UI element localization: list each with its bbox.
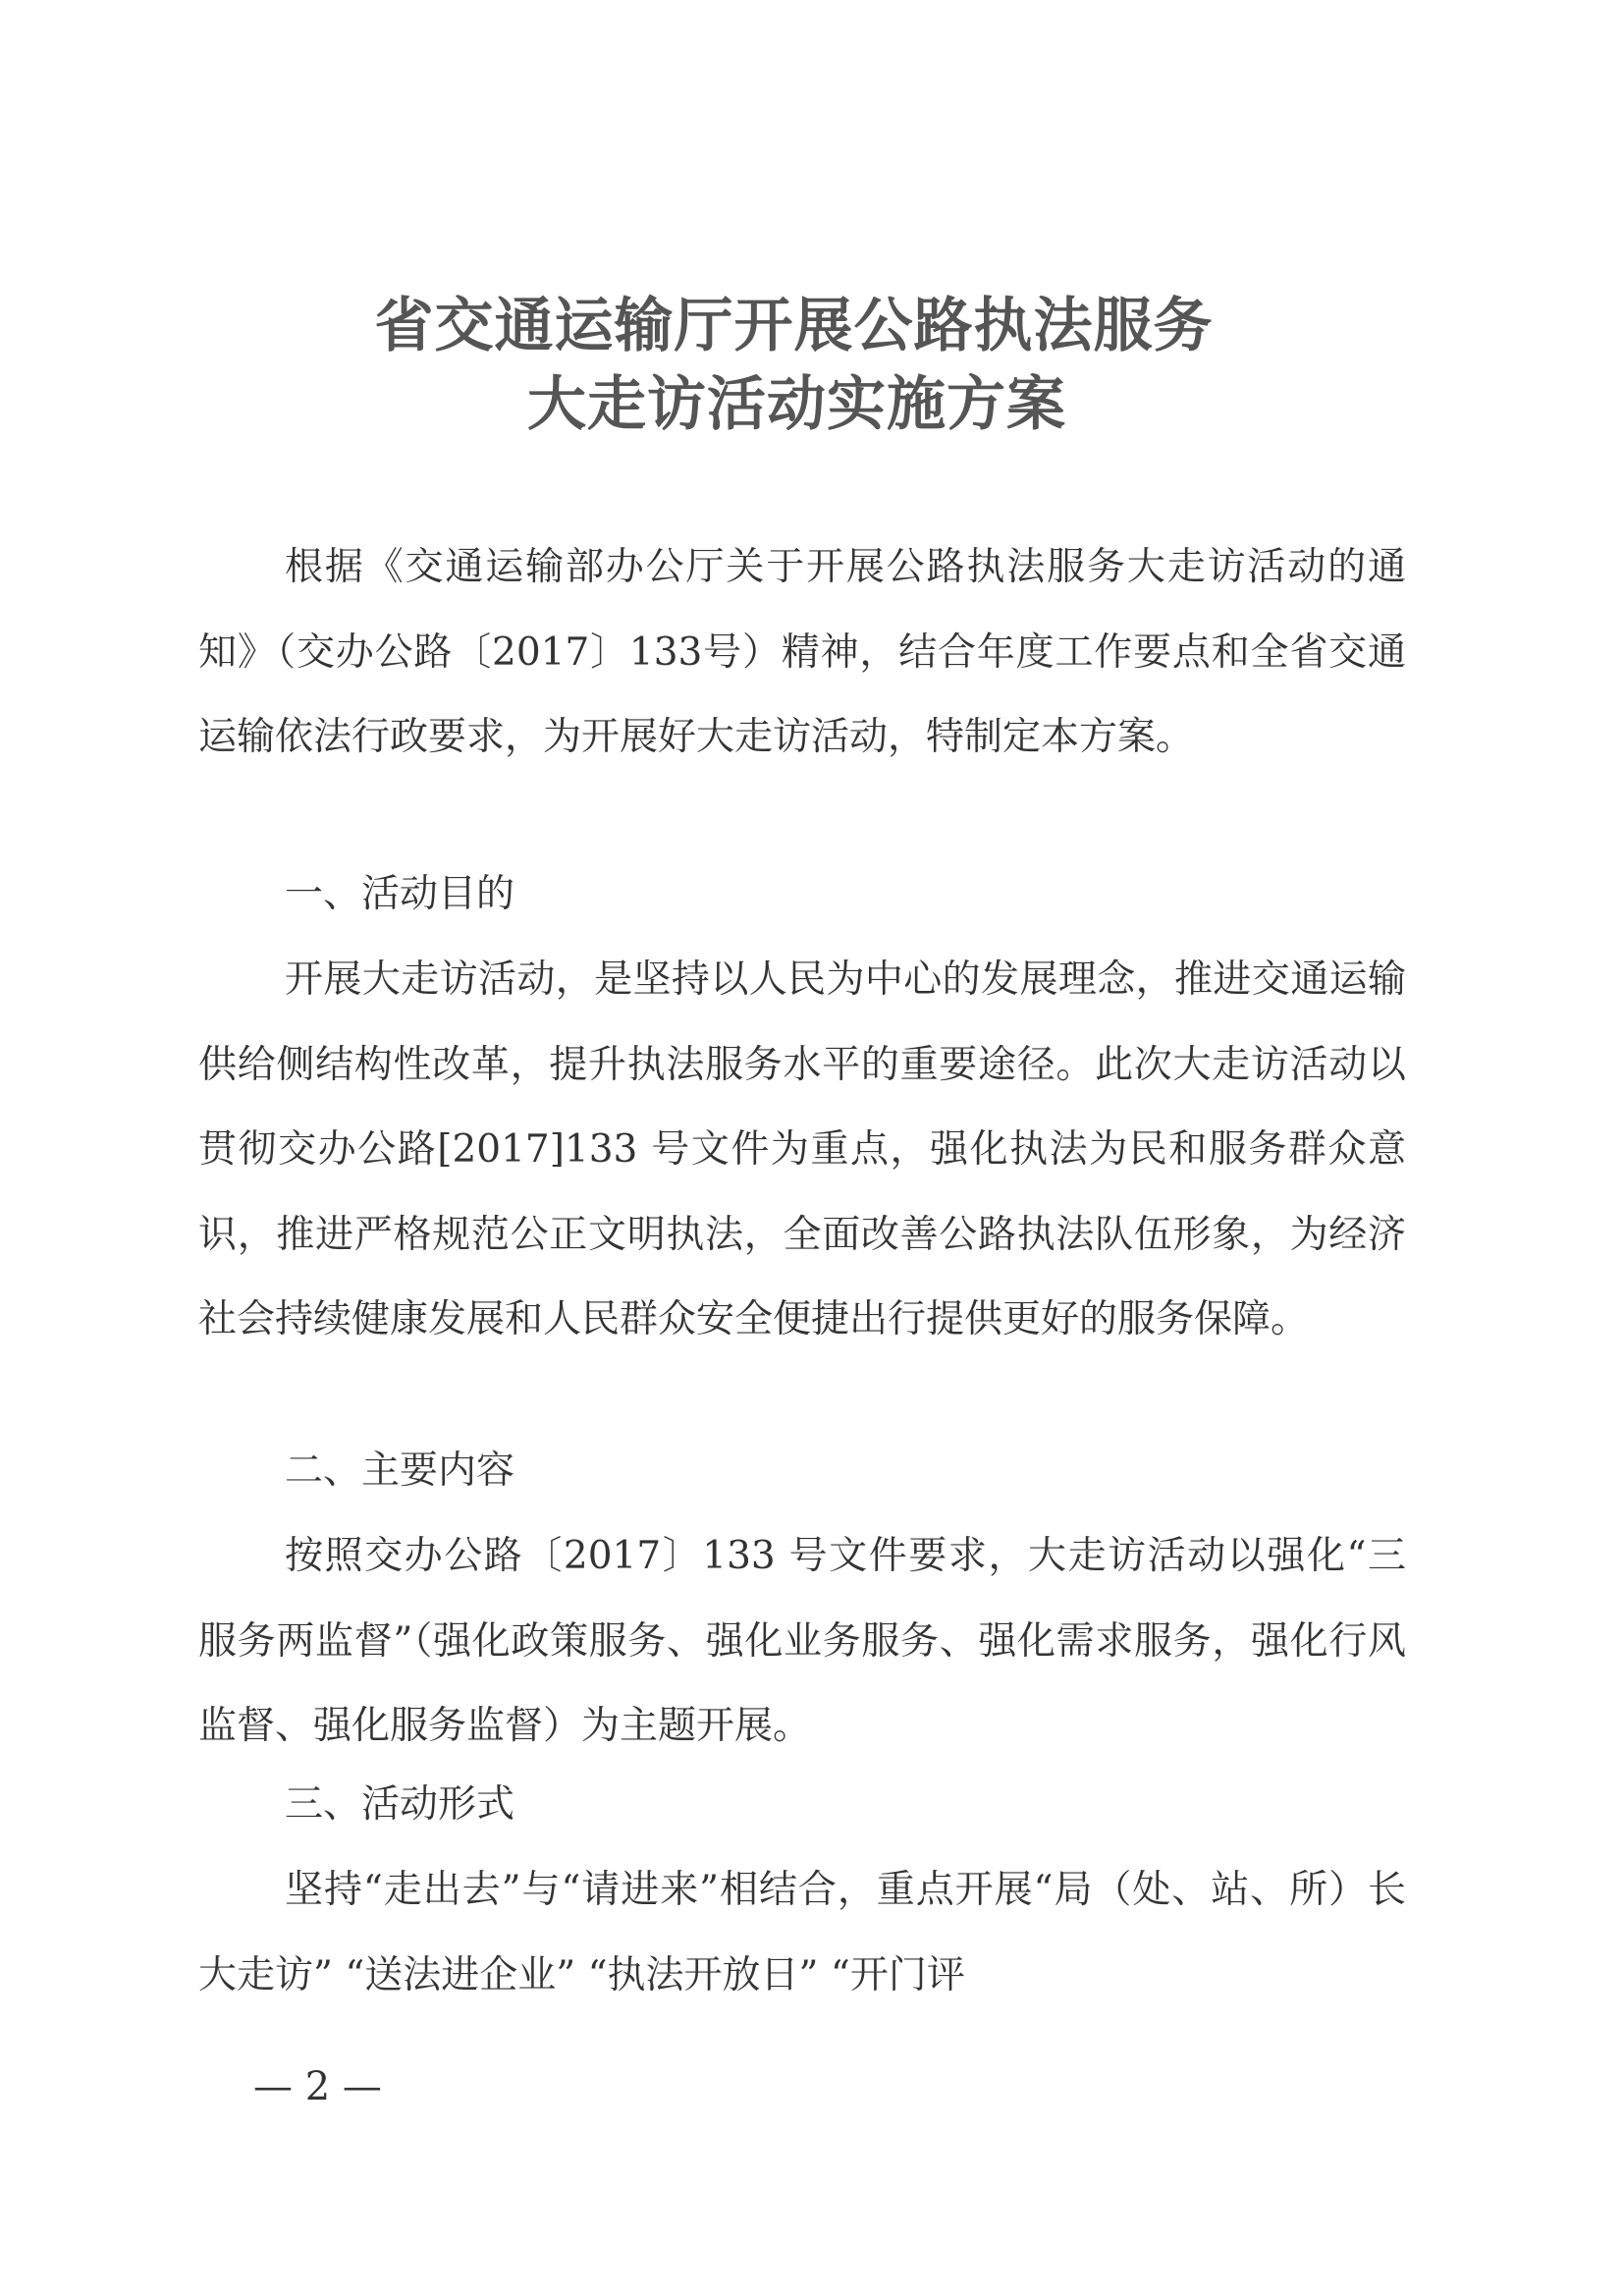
document-title-line-1: 省交通运输厅开展公路执法服务 [374,292,1214,360]
section-2-heading: 二、主要内容 [285,1449,515,1493]
intro-paragraph: 根据《交通运输部办公厅关于开展公路执法服务大走访活动的通知》（交办公路〔2017〕133号）精神，结合年度工作要点和全省交通运输依法行政要求，为开展好大走访活动，特制定本方案。 [198,545,1406,759]
page-number: — 2 — [253,2064,382,2109]
section-3-body: 坚持“走出去”与“请进来”相结合，重点开展“局（处、站、所）长大走访” “送法进企业” “执法开放日” “开门评 [198,1868,1406,1997]
section-3-heading: 三、活动形式 [285,1782,515,1827]
document-title-line-2: 大走访活动实施方案 [527,370,1066,439]
section-1-heading: 一、活动目的 [285,872,515,916]
section-2-body: 按照交办公路〔2017〕133 号文件要求，大走访活动以强化“三服务两监督”（强化政策服务、强化业务服务、强化需求服务，强化行风监督、强化服务监督）为主题开展。 [198,1534,1406,1748]
section-1-body: 开展大走访活动，是坚持以人民为中心的发展理念，推进交通运输供给侧结构性改革，提升执法服务水平的重要途径。此次大走访活动以贯彻交办公路[2017]133 号文件为重点，强化执法为民和服务群众意识，推进严格规范公正文明执法，全面改善公路执法队伍形象，为经济社会持续健康发展和人民群众安全便捷出行提供更好的服务保障。 [198,957,1406,1341]
